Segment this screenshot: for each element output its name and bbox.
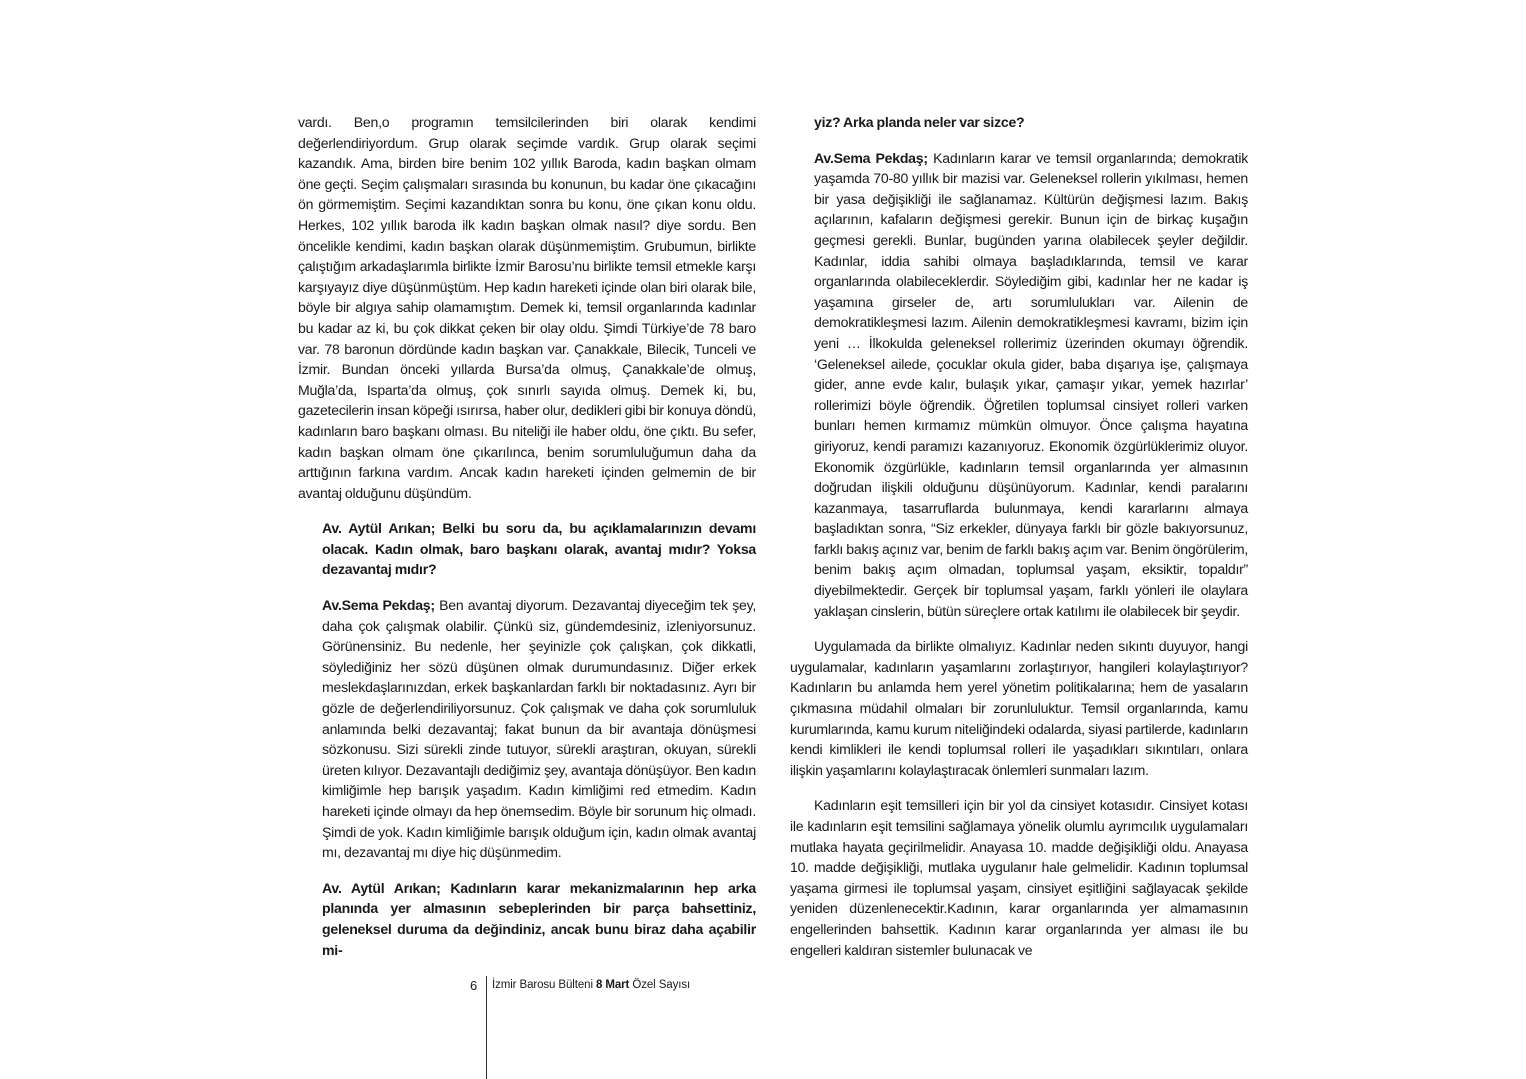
publication-name: İzmir Barosu Bülteni <box>492 979 596 991</box>
page-footer <box>430 976 750 1079</box>
footer-divider <box>486 976 487 1079</box>
publication-issue: 8 Mart <box>596 979 630 991</box>
speaker-name: Av.Sema Pekdaş; <box>814 149 928 166</box>
body-paragraph: Uygulamada da birlikte olmalıyız. Kadınlar neden sıkıntı duyuyor, hangi uygulamalar, kadınların yaşamlarını zorlaştırıyor, hangileri kolaylaştırıyor? Kadınların bu anlamda hem yerel yönetim politikalarına; hem de yasaların çıkmasına müdahil olmaları bir zorunluluktur. Temsil organlarında, kamu kurumlarında, kamu kurum niteliğindeki odalarda, siyasi partilerde, kadınların kendi kimlikleri ile kendi toplumsal rolleri ile yaşadıkları sıkıntıları, onlara ilişkin yaşamlarını kolaylaştıracak önlemleri sunmaları lazım. <box>790 638 1248 778</box>
publication-title <box>492 979 690 991</box>
answer-text: Ben avantaj diyorum. Dezavantaj diyeceğim tek şey, daha çok çalışmak olabilir. Çünkü siz, gündemdesiniz, izleniyorsunuz. Görünensiniz. Bu nedenle, her şeyinizle çok çalışkan, çok dikkatli, söylediğiniz her sözü düşünen olmak durumundasınız. Diğer erkek meslekdaşlarınızdan, erkek başkanlardan farklı bir noktadasınız. Ayrı bir gözle de değerlendiriliyorsunuz. Çok çalışmak ve daha çok sorumluluk anlamında belki dezavantaj; fakat bunun da bir avantaja dönüşmesi sözkonusu. Sizi sürekli zinde tutuyor, sürekli araştıran, okuyan, sürekli üreten kılıyor. Dezavantajlı dediğimiz şey, avantaja dönüşüyor. Ben kadın kimliğimle hep barışık yaşadım. Kadın kimliğimi red etmedim. Kadın hareketi içinde olmayı da hep önemsedim. Böyle bir sorunum hiç olmadı. Şimdi de yok. Kadın kimliğimle barışık olduğum için, kadın olmak avantaj mı, dezavantaj mı diye hiç düşünmedim. <box>322 597 756 861</box>
interviewer-question-continued: yiz? Arka planda neler var sizce? <box>814 114 1025 130</box>
body-paragraph: vardı. Ben,o programın temsilcilerinden biri olarak kendimi değerlendiriyordum. Grup olarak seçimde vardık. Grup olarak seçimi kazandık. Ama, birden bire benim 102 yıllık Baroda, kadın başkan olmam öne geçti. Seçim çalışmaları sırasında bu konunun, bu kadar öne çıkacağını ön görmemiştim. Seçimi kazandıktan sonra bu konu, öne çıkan konu oldu. Herkes, 102 yıllık baroda ilk kadın başkan olmak nasıl? diye sordu. Ben öncelikle kendimi, kadın başkan olarak düşünmemiştim. Grubumun, birlikte çalıştığım arkadaşlarımla birlikte İzmir Barosu’nu birlikte temsil etmekle karşı karşıyayız diye düşünmüştüm. Hep kadın hareketi içinde olan biri olarak bile, böyle bir algıya sahip olamamıştım. Demek ki, temsil organlarında kadınlar bu kadar az ki, bu çok dikkat çeken bir olay oldu. Şimdi Türkiye’de 78 baro var. 78 baronun dördünde kadın başkan var. Çanakkale, Bilecik, Tunceli ve İzmir. Bundan önceki yıllarda Bursa’da olmuş, Çanakkale’de olmuş, Muğla’da, Isparta’da olmuş, çok sınırlı sayıda olmuş. Demek ki, bu, gazetecilerin insan köpeği ısırırsa, haber olur, dedikleri gibi bir konuya döndü, kadınların baro başkanı olması. Bu niteliği ile haber oldu, öne çıktı. Bu sefer, kadın başkan olmam öne çıkarılınca, benim sorumluluğumun daha da arttığının farkına vardım. Ancak kadın hareketi içinden gelmemin de bir avantaj olduğunu düşündüm. <box>298 114 756 501</box>
interviewer-question: Av. Aytül Arıkan; Belki bu soru da, bu açıklamalarınızın devamı olacak. Kadın olmak, baro başkanı olarak, avantaj mıdır? Yoksa dezavantaj mıdır? <box>322 520 756 578</box>
answer-paragraph <box>298 595 756 863</box>
interviewer-question: Av. Aytül Arıkan; Kadınların karar mekanizmalarının hep arka planında yer almasının sebeplerinden bir parça bahsettiniz, geleneksel duruma da değindiniz, ancak bunu biraz daha açabilir mi- <box>322 879 756 958</box>
body-paragraph: Kadınların eşit temsilleri için bir yol da cinsiyet kotasıdır. Cinsiyet kotası ile kadınların eşit temsilini sağlamaya yönelik olumlu ayrımcılık uygulamaları mutlaka hayata geçirilmelidir. Anayasa 10. madde değişikliği oldu. Anayasa 10. madde değişikliği, mutlaka uygulanır hale gelmelidir. Kadının toplumsal yaşama girmesi ile toplumsal yaşam, cinsiyet eşitliğini sağlayacak şekilde yeniden düzenlenecektir.Kadının, karar organlarında yer almamasının engellerinden bahsettik. Kadının karar organlarında yer alması ile bu engelleri kaldıran sistemler bulunacak ve <box>790 797 1248 958</box>
answer-paragraph <box>790 148 1248 622</box>
page-number: 6 <box>470 978 478 993</box>
right-column <box>790 112 1248 960</box>
left-column <box>298 112 756 960</box>
answer-text: Kadınların karar ve temsil organlarında; demokratik yaşamda 70-80 yıllık bir mazisi var. Geleneksel rollerin yıkılması, hemen bir yasa değişikliği ile sağlanamaz. Kültürün değişmesi lazım. Bakış açılarının, kafaların değişmesi gerekir. Bunun için de birkaç kuşağın geçmesi gerekli. Bunlar, bugünden yarına olabilecek şeyler değildir. Kadınlar, iddia sahibi olmaya başladıklarında, temsil ve karar organlarında olabileceklerdir. Söylediğim gibi, kadınlar her ne kadar iş yaşamına girseler de, artı sorumlulukları var. Ailenin de demokratikleşmesi lazım. Ailenin demokratikleşmesi kavramı, bizim için yeni … İlkokulda geleneksel rollerimiz üzerinden okumayı öğrendik. ‘Geleneksel ailede, çocuklar okula gider, baba dışarıya işe, çalışmaya gider, anne evde kalır, bulaşık yıkar, çamaşır yıkar, yemek hazırlar’ rollerimizi böyle öğrendik. Öğretilen toplumsal cinsiyet rolleri varken bunları hemen kırmamız mümkün olmuyor. Önce çalışma hayatına giriyoruz, kendi paramızı kazanıyoruz. Ekonomik özgürlüklerimiz oluyor. Ekonomik özgürlükle, kadınların temsil organlarında yer almasının doğrudan ilişkili olduğunu düşünüyorum. Kadınlar, kendi paralarını kazanmaya, tasarruflarda bulunmaya, kendi kararlarını almaya başladıktan sonra, “Siz erkekler, dünyaya farklı bir gözle bakıyorsunuz, farklı bakış açınız var, benim de farklı bakış açım var. Benim öngörülerim, benim bakış açım olmadan, toplumsal yaşam, eksiktir, topaldır” diyebilmektedir. Gerçek bir toplumsal yaşam, farklı yönleri ile olaylara yaklaşan cinslerin, bütün süreçlere ortak katılımı ile olabilecek bir şeydir. <box>814 149 1248 619</box>
publication-edition: Özel Sayısı <box>629 979 691 991</box>
speaker-name: Av.Sema Pekdaş; <box>322 597 435 614</box>
